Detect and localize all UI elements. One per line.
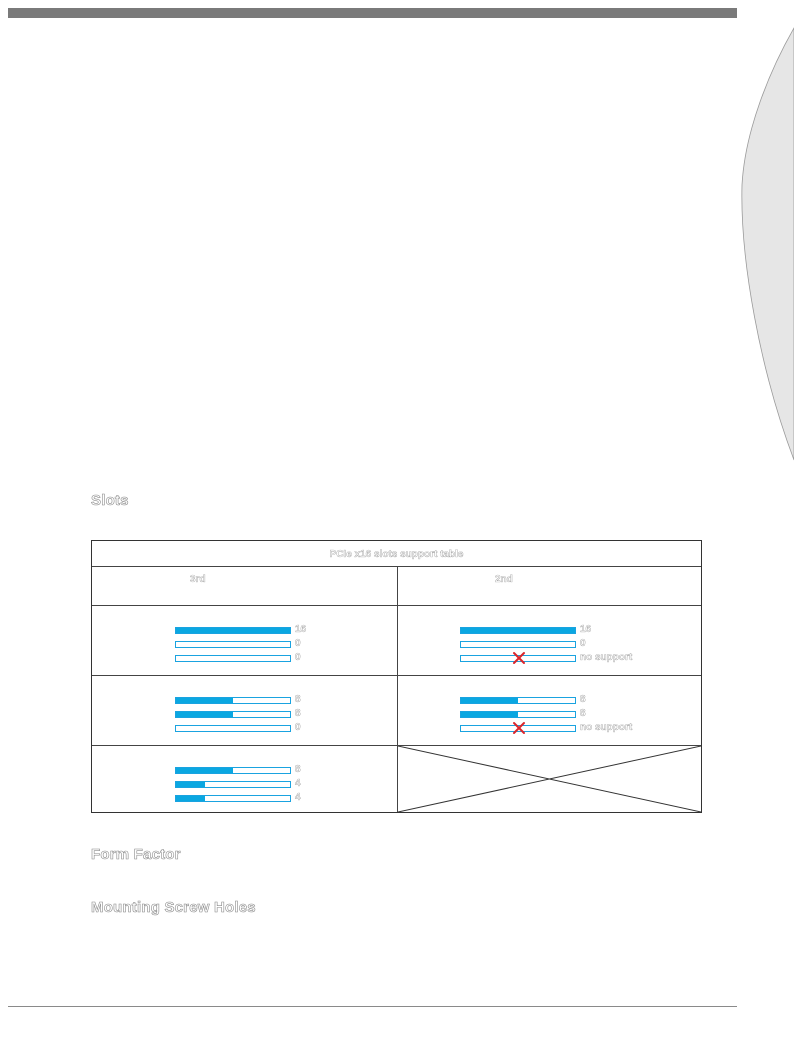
lane-bar — [175, 795, 291, 802]
lane-bar — [175, 711, 291, 718]
mounting-screw-holes-heading: Mounting Screw Holes — [91, 899, 256, 916]
lane-count-label: 0 — [295, 722, 301, 733]
lane-bar — [460, 697, 576, 704]
no-support-cross-icon — [512, 651, 526, 665]
lane-bar — [175, 627, 291, 634]
no-support-cross-icon — [512, 721, 526, 735]
lane-bar-fill — [176, 698, 233, 703]
lane-count-label: 4 — [295, 778, 301, 789]
header-rule — [8, 8, 737, 18]
lane-bar-fill — [176, 628, 290, 633]
lane-count-label: 8 — [295, 764, 301, 775]
form-factor-heading: Form Factor — [91, 846, 181, 863]
lane-bar — [175, 767, 291, 774]
lane-count-label: 4 — [295, 792, 301, 803]
lane-bar-fill — [176, 712, 233, 717]
lane-count-label: 16 — [580, 624, 592, 635]
lane-bar-fill — [461, 712, 518, 717]
lane-count-label: 8 — [580, 694, 586, 705]
lane-bar-fill — [176, 782, 205, 787]
lane-bar — [460, 641, 576, 648]
lane-count-label: 0 — [580, 638, 586, 649]
lane-bar — [460, 627, 576, 634]
lane-bar — [175, 781, 291, 788]
column-header-3rd: 3rd — [190, 574, 206, 585]
lane-bar — [175, 641, 291, 648]
lane-count-label: 0 — [295, 638, 301, 649]
not-applicable-cell — [398, 746, 701, 812]
lane-bar — [460, 711, 576, 718]
lane-count-label: 8 — [295, 708, 301, 719]
lane-count-label: no support — [580, 722, 633, 733]
lane-bar-fill — [176, 796, 205, 801]
side-tab-shape — [742, 28, 794, 460]
lane-count-label: 8 — [580, 708, 586, 719]
lane-bar-fill — [176, 768, 233, 773]
lane-count-label: 0 — [295, 652, 301, 663]
pcie-support-table — [91, 540, 702, 813]
side-tab — [735, 0, 794, 470]
lane-bar-fill — [461, 628, 575, 633]
lane-count-label: no support — [580, 652, 633, 663]
lane-count-label: 16 — [295, 624, 307, 635]
lane-bar-fill — [461, 698, 518, 703]
lane-bar — [175, 697, 291, 704]
lane-bar — [175, 655, 291, 662]
slots-heading: Slots — [91, 492, 129, 509]
lane-bar — [175, 725, 291, 732]
column-header-2nd: 2nd — [495, 574, 513, 585]
lane-count-label: 8 — [295, 694, 301, 705]
footer-rule — [8, 1006, 737, 1007]
table-title: PCIe x16 slots support table — [329, 549, 464, 560]
